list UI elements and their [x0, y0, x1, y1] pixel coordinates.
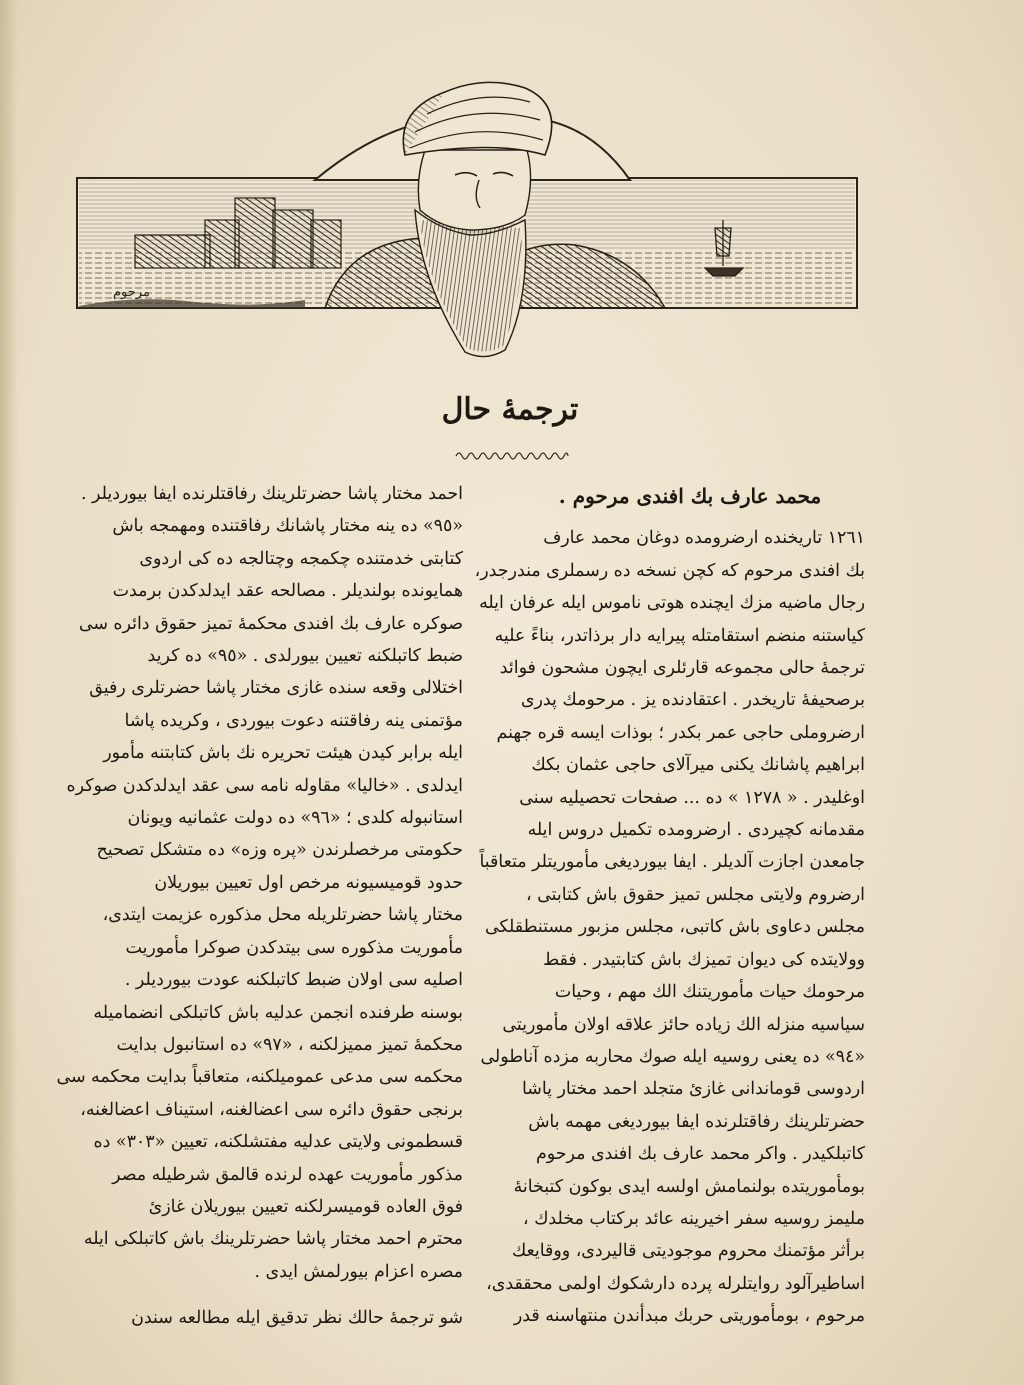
text-line: فوق العاده قومیسرلکنه تعیین بیوریلان غازیٔ	[148, 1196, 463, 1217]
text-line: حکومتی مرخصلرندن «پره وزه» ده متشکل تصحیح	[96, 840, 463, 861]
text-line: مأموریت مذکوره سی بیتدکدن صوکرا مأموریت	[125, 937, 463, 958]
text-line: ایله برابر کیدن هیئت تحریره نك باش کتابتنه مأمور	[103, 743, 463, 764]
right-column-body	[474, 522, 865, 1332]
text-line: اردوسی قوماندانی غازیٔ متجلد احمد مختار پاشا	[522, 1079, 865, 1100]
text-line: رجال ماضیه مزك ایچنده هوتی ناموس ایله عرفان ایله	[479, 593, 865, 614]
text-line: قسطمونی ولایتی عدلیه مفتشلکنه، تعیین «٣٠٣» ده	[93, 1132, 463, 1153]
text-line: مرحوم ، بومأموریتی حربك مبدأندن منتهاسنه قدر	[513, 1306, 865, 1327]
text-line: مختار پاشا حضرتلریله محل مذکوره عزیمت ایتدی،	[102, 905, 463, 926]
text-line: اوغلیدر . « ١٢٧٨ » ده ... صفحات تحصیلیه سنی	[519, 787, 865, 808]
text-line: مذکور مأموریت عهده لرنده قالمق شرطیله مصر	[112, 1164, 463, 1185]
text-line: ارضروم ولایتی مجلس تمیز حقوق باش کتابتی ،	[526, 884, 865, 905]
text-line: ارضروملی حاجی عمر بکدر ؛ بوذات ایسه قره جهنم	[496, 722, 865, 743]
page-title: ترجمهٔ حال	[441, 392, 579, 427]
text-line: مقدمانه کچیردی . ارضرومده تکمیل دروس ایله	[527, 820, 865, 841]
text-line: سیاسیه منزله الك زیاده حائز علاقه اولان مأموریتی	[502, 1014, 865, 1035]
text-line: ترجمهٔ حالی مجموعه قارئلری ایچون مشحون فوائد	[499, 658, 865, 679]
artist-signature: مرحوم	[113, 285, 150, 300]
text-line: ضبط کاتبلکنه تعیین بیورلدی . «٩٥» ده کرید	[147, 646, 463, 667]
text-line: مؤتمنی ینه رفاقتنه دعوت بیوردی ، وکریده پاشا	[124, 710, 463, 731]
text-line: محکمه سی مدعی عمومیلکنه، متعاقباً بدایت محکمه سی	[56, 1067, 463, 1088]
text-line: حدود قومیسیونه مرخص اول تعیین بیوریلان	[154, 872, 463, 893]
text-line: ١٢٦١ تاریخنده ارضرومده دوغان محمد عارف	[543, 528, 865, 549]
text-line: اختلالی وقعه سنده غازی مختار پاشا حضرتلری رفیق	[89, 678, 463, 699]
portrait-illustration	[75, 70, 865, 365]
text-line: مصره اعزام بیورلمش ایدی .	[254, 1261, 463, 1282]
text-line: محترم احمد مختار پاشا حضرتلرینك باش کاتبلکی ایله	[83, 1229, 463, 1250]
right-column	[474, 480, 865, 1333]
text-line: همایونده بولندیلر . مصالحه عقد ایدلدکدن برمدت	[112, 581, 463, 602]
text-line: استانبوله کلدی ؛ «٩٦» ده دولت عثمانیه ویونان	[127, 808, 463, 829]
face-drawing	[418, 150, 530, 230]
text-line: برصحیفهٔ تاریخدر . اعتقادنده یز . مرحومك پدری	[520, 690, 865, 711]
text-line: برنجی حقوق دائره سی اعضالغنه، استیناف اعضالغنه،	[80, 1099, 463, 1120]
text-line: وولایتده کی دیوان تمیزك باش کتابتیدر . فقط	[543, 949, 865, 970]
text-line: ایدلدی . «خالیا» مقاوله نامه سی عقد ایدلدکدن صوکره	[66, 775, 463, 796]
text-line: مجلس دعاوی باش کاتبی، مجلس مزبور مستنطقلکی	[484, 917, 865, 938]
text-line: کاتبلکیدر . واکر محمد عارف بك افندی مرحوم	[536, 1144, 865, 1165]
left-column-body	[56, 478, 463, 1288]
text-line: «٩٥» ده ینه مختار پاشانك رفاقتنده ومهمجه باش	[112, 516, 463, 537]
text-line: احمد مختار پاشا حضرتلرینك رفاقتلرنده ایفا بیوردیلر .	[80, 484, 463, 504]
text-line: «٩٤» ده یعنی روسیه ایله صوك محاربه مزده آناطولی	[480, 1046, 865, 1067]
text-line: ملیمز روسیه سفر اخیرینه عائد برکتاب مخلدك ،	[522, 1208, 865, 1229]
text-line: بومأموریتده بولنمامش اولسه ایدی بوکون کتبخانهٔ	[513, 1176, 865, 1197]
text-line: اساطیرآلود روایتلرله پرده دارشکوك اولمی محققدی،	[486, 1273, 865, 1294]
title-wavy-rule	[456, 448, 568, 464]
text-line: صوکره عارف بك افندی محکمهٔ تمیز حقوق دائره سی	[78, 613, 463, 634]
text-line: حضرتلرینك رفاقتلرنده ایفا بیوردیغی مهمه باش	[528, 1111, 865, 1132]
text-line: بك افندی مرحوم که کچن نسخه ده رسملری مندرجدر،	[474, 560, 865, 581]
subject-heading: محمد عارف بك افندی مرحوم .	[558, 484, 822, 508]
page-fold-shadow	[0, 0, 18, 1385]
text-line: ابراهیم پاشانك یکنی میرآلای حاجی عثمان بکك	[531, 755, 865, 776]
text-line: برأثر مؤتمنك محروم موجودیتی قالیردی، ووقایعك	[511, 1241, 865, 1262]
text-line: کیاستنه منضم استقامتله پیرایه دار برذاتدر، بناءً علیه	[494, 625, 865, 646]
left-column	[56, 478, 463, 1335]
text-line: بوسنه طرفنده انجمن عدلیه باش کاتبلکی انضمامیله	[93, 1002, 463, 1023]
text-line: مرحومك حیات مأموریتنك الك مهم ، وحیات	[554, 982, 865, 1003]
text-line: کتابتی خدمتنده چکمجه وچتالجه ده کی اردوی	[139, 548, 463, 569]
closing-line: شو ترجمهٔ حالك نظر تدقیق ایله مطالعه سندن	[131, 1308, 463, 1329]
text-line: اصلیه سی اولان ضبط کاتبلکنه عودت بیوردیلر .	[124, 970, 463, 991]
text-line: محکمهٔ تمیز ممیزلکنه ، «٩٧» ده استانبول بدایت	[116, 1034, 463, 1055]
text-line: جامعدن اجازت آلدیلر . ایفا بیوردیغی مأموریتلر متعاقباً	[479, 852, 865, 873]
